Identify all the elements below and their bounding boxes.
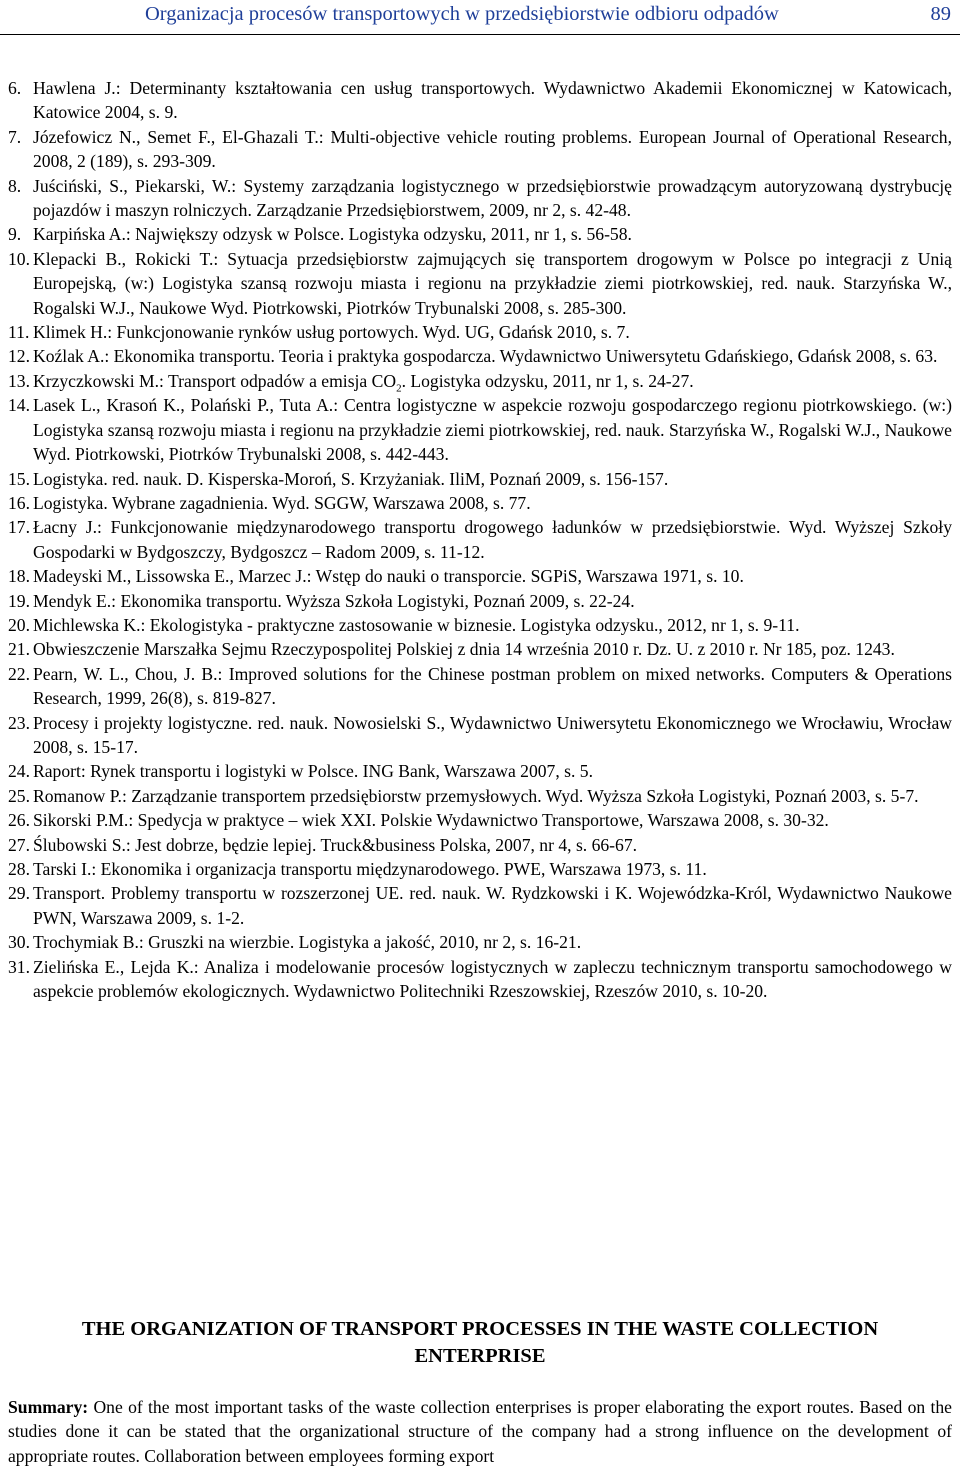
reference-text: Juściński, S., Piekarski, W.: Systemy zarządzania logistycznego w przedsiębiorstwie prowadzącym autoryzowaną dystrybucję pojazdów i maszyn rolniczych. Zarządzanie Przedsiębiorstwem, 2009, nr 2, s. 42-48.	[33, 175, 952, 221]
reference-item	[8, 833, 952, 857]
reference-item	[8, 589, 952, 613]
reference-number: 16.	[8, 492, 30, 513]
reference-number: 20.	[8, 614, 30, 635]
reference-text: Romanow P.: Zarządzanie transportem przedsiębiorstw przemysłowych. Wyd. Wyższa Szkoła Logistyki, Poznań 2003, s. 5-7.	[33, 785, 919, 806]
reference-number: 21.	[8, 639, 30, 660]
reference-number: 8.	[8, 175, 22, 196]
reference-number: 6.	[8, 78, 22, 98]
reference-text: Koźlak A.: Ekonomika transportu. Teoria i praktyka gospodarcza. Wydawnictwo Uniwersytetu Gdańskiego, Gdańsk 2008, s. 63.	[33, 346, 938, 367]
reference-item	[8, 613, 952, 637]
reference-text: Tarski I.: Ekonomika i organizacja transportu międzynarodowego. PWE, Warszawa 1973, s. 11.	[33, 859, 707, 879]
reference-number: 10.	[8, 248, 30, 269]
reference-item	[8, 222, 952, 246]
reference-number: 19.	[8, 590, 30, 611]
reference-subscript: 2	[396, 382, 402, 395]
reference-text: Łacny J.: Funkcjonowanie międzynarodowego transportu drogowego ładunków w przedsiębiorstwie. Wyd. Wyższej Szkoły Gospodarki w Bydgoszczy, Bydgoszcz – Radom 2009, s. 11-12.	[33, 517, 952, 562]
reference-text-continued: . Logistyka odzysku, 2011, nr 1, s. 24-27.	[401, 370, 694, 391]
reference-number: 27.	[8, 834, 30, 855]
reference-number: 25.	[8, 785, 30, 806]
reference-text: Logistyka. Wybrane zagadnienia. Wyd. SGGW, Warszawa 2008, s. 77.	[33, 492, 531, 513]
reference-item	[8, 930, 952, 954]
reference-item	[8, 711, 952, 760]
reference-item	[8, 369, 952, 393]
reference-list	[8, 76, 952, 1003]
reference-text: Józefowicz N., Semet F., El-Ghazali T.: Multi-objective vehicle routing problems. European Journal of Operational Research, 2008, 2 (189), s. 293-309.	[33, 126, 952, 172]
running-header	[0, 0, 960, 35]
page-number: 89	[930, 3, 951, 25]
summary-label: Summary:	[8, 1397, 89, 1417]
reference-item	[8, 564, 952, 588]
reference-number: 29.	[8, 883, 30, 904]
reference-text: Obwieszczenie Marszałka Sejmu Rzeczypospolitej Polskiej z dnia 14 września 2010 r. Dz. U. z 2010 r. Nr 185, poz. 1243.	[33, 639, 895, 660]
reference-number: 23.	[8, 712, 30, 733]
reference-number: 22.	[8, 663, 30, 684]
reference-text: Hawlena J.: Determinanty kształtowania cen usług transportowych. Wydawnictwo Akademii Ekonomicznej w Katowicach, Katowice 2004, s. 9.	[33, 78, 952, 123]
reference-number: 9.	[8, 224, 22, 245]
reference-item	[8, 247, 952, 320]
reference-text: Procesy i projekty logistyczne. red. nauk. Nowosielski S., Wydawnictwo Uniwersytetu Ekonomicznego we Wrocławiu, Wrocław 2008, s. 15-17.	[33, 712, 952, 757]
reference-number: 14.	[8, 395, 30, 416]
reference-number: 13.	[8, 370, 30, 391]
reference-text: Klepacki B., Rokicki T.: Sytuacja przedsiębiorstw zajmujących się transportem drogowym w Polsce po integracji z Unią Europejską, (w:) Logistyka szansą rozwoju miasta i regionu na przykładzie ziemi piotrkowskiej, red. nauk. Starzyńska W., Rogalski W.J., Naukowe Wyd. Piotrkowski, Piotrków Trybunalski 2008, s. 285-300.	[33, 248, 952, 318]
reference-text: Pearn, W. L., Chou, J. B.: Improved solutions for the Chinese postman problem on mixed networks. Computers & Operations Research, 1999, 26(8), s. 819-827.	[33, 663, 952, 709]
reference-text: Raport: Rynek transportu i logistyki w Polsce. ING Bank, Warszawa 2007, s. 5.	[33, 761, 593, 782]
summary-text: One of the most important tasks of the waste collection enterprises is proper elaborating the export routes. Based on the studies done it can be stated that the organizational structure of the company had a strong influence on the development of appropriate routes. Collaboration between employees forming export	[8, 1397, 952, 1466]
reference-number: 15.	[8, 468, 30, 489]
reference-item	[8, 881, 952, 930]
reference-text: Sikorski P.M.: Spedycja w praktyce – wiek XXI. Polskie Wydawnictwo Transportowe, Warszawa 2008, s. 30-32.	[33, 810, 829, 831]
reference-item	[8, 857, 952, 881]
reference-item	[8, 784, 952, 808]
reference-item	[8, 393, 952, 466]
reference-text: Ślubowski S.: Jest dobrze, będzie lepiej. Truck&business Polska, 2007, nr 4, s. 66-67.	[33, 834, 638, 855]
running-header-title: Organizacja procesów transportowych w przedsiębiorstwie odbioru odpadów	[145, 3, 779, 25]
reference-item	[8, 759, 952, 783]
reference-item	[8, 637, 952, 661]
english-title	[0, 1316, 960, 1370]
reference-item	[8, 515, 952, 564]
reference-text: Transport. Problemy transportu w rozszerzonej UE. red. nauk. W. Rydzkowski i K. Wojewódzka-Król, Wydawnictwo Naukowe PWN, Warszawa 2009, s. 1-2.	[33, 883, 952, 928]
english-title-line-2: ENTERPRISE	[414, 1345, 546, 1367]
reference-text: Lasek L., Krasoń K., Polański P., Tuta A.: Centra logistyczne w aspekcie rozwoju gospodarczego regionu piotrkowskiego. (w:) Logistyka szansą rozwoju miasta i regionu na przykładzie ziemi piotrkowskiej, red. nauk. Starzyńska W., Rogalski W.J., Naukowe Wyd. Piotrkowski, Piotrków Trybunalski 2008, s. 442-443.	[33, 395, 952, 465]
english-title-line-1: THE ORGANIZATION OF TRANSPORT PROCESSES IN THE WASTE COLLECTION	[81, 1318, 879, 1340]
reference-text: Zielińska E., Lejda K.: Analiza i modelowanie procesów logistycznych w zapleczu technicznym transportu samochodowego w aspekcie problemów ekologicznych. Wydawnictwo Politechniki Rzeszowskiej, Rzeszów 2010, s. 10-20.	[33, 956, 952, 1002]
reference-number: 7.	[8, 126, 22, 147]
reference-item	[8, 662, 952, 711]
reference-text: Karpińska A.: Największy odzysk w Polsce. Logistyka odzysku, 2011, nr 1, s. 56-58.	[33, 224, 632, 245]
reference-item	[8, 467, 952, 491]
reference-number: 31.	[8, 956, 30, 977]
reference-item	[8, 491, 952, 515]
reference-text: Michlewska K.: Ekologistyka - praktyczne zastosowanie w biznesie. Logistyka odzysku., 2012, nr 1, s. 9-11.	[33, 614, 800, 635]
reference-text: Krzyczkowski M.: Transport odpadów a emisja CO	[33, 370, 397, 391]
reference-number: 26.	[8, 810, 30, 831]
reference-item	[8, 174, 952, 223]
reference-text: Klimek H.: Funkcjonowanie rynków usług portowych. Wyd. UG, Gdańsk 2010, s. 7.	[33, 322, 630, 343]
reference-text: Madeyski M., Lissowska E., Marzec J.: Wstęp do nauki o transporcie. SGPiS, Warszawa 1971, s. 10.	[33, 566, 744, 587]
reference-number: 18.	[8, 566, 30, 587]
reference-number: 12.	[8, 346, 30, 367]
summary-paragraph	[8, 1395, 952, 1468]
reference-item	[8, 955, 952, 1004]
reference-number: 24.	[8, 761, 30, 782]
reference-number: 28.	[8, 859, 30, 879]
reference-number: 30.	[8, 932, 30, 953]
reference-text: Trochymiak B.: Gruszki na wierzbie. Logistyka a jakość, 2010, nr 2, s. 16-21.	[33, 932, 582, 953]
reference-number: 11.	[8, 322, 30, 343]
reference-item	[8, 344, 952, 368]
reference-item	[8, 808, 952, 832]
reference-number: 17.	[8, 517, 30, 538]
reference-text: Mendyk E.: Ekonomika transportu. Wyższa Szkoła Logistyki, Poznań 2009, s. 22-24.	[33, 590, 635, 611]
reference-item	[8, 320, 952, 344]
reference-item	[8, 76, 952, 125]
reference-item	[8, 125, 952, 174]
reference-text: Logistyka. red. nauk. D. Kisperska-Moroń, S. Krzyżaniak. IliM, Poznań 2009, s. 156-157.	[33, 468, 669, 489]
